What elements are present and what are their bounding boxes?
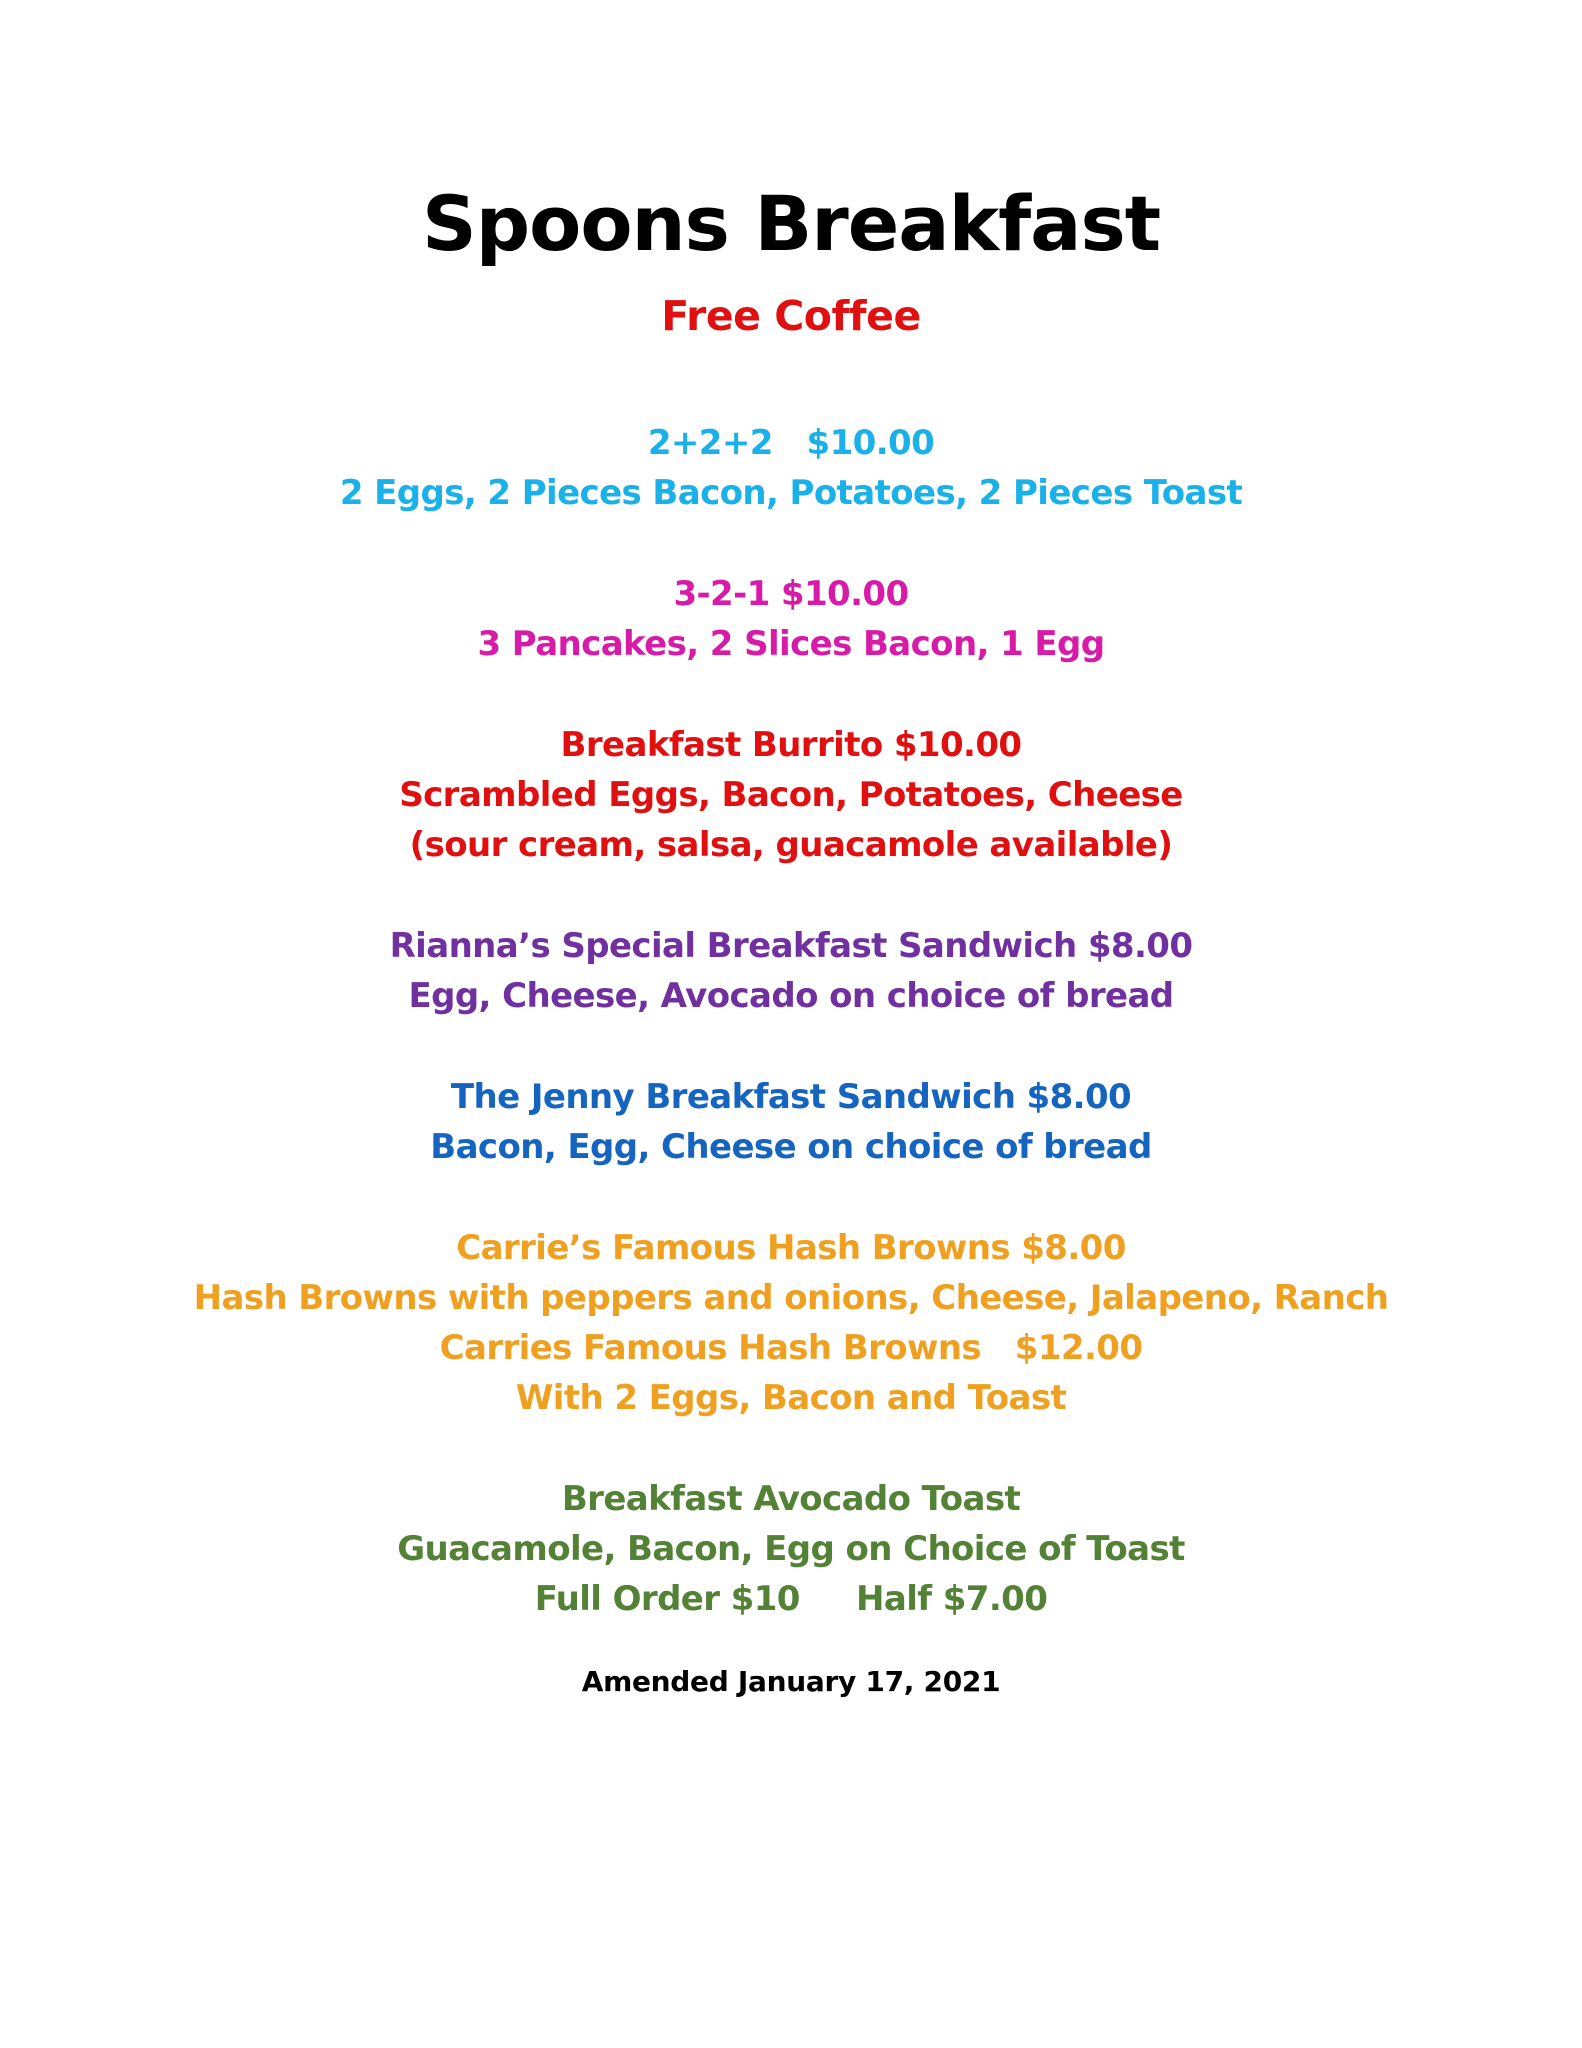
item-321-heading: 3-2-1 $10.00 (673, 574, 909, 614)
item-hashbrowns-description: Hash Browns with peppers and onions, Cheese, Jalapeno, Ranch (193, 1278, 1389, 1318)
amended-date: Amended January 17, 2021 (581, 1665, 1001, 1698)
item-rianna-description: Egg, Cheese, Avocado on choice of bread (408, 976, 1174, 1016)
free-coffee-note: Free Coffee (661, 292, 921, 340)
item-burrito-heading: Breakfast Burrito $10.00 (560, 725, 1022, 765)
item-avocado-description: Guacamole, Bacon, Egg on Choice of Toast (397, 1529, 1185, 1569)
menu-title: Spoons Breakfast (421, 179, 1161, 268)
item-avocado-prices: Full Order $10 Half $7.00 (534, 1579, 1048, 1619)
item-222-heading: 2+2+2 $10.00 (647, 423, 935, 463)
item-hashbrowns-combo-heading: Carries Famous Hash Browns $12.00 (439, 1328, 1143, 1368)
item-avocado-heading: Breakfast Avocado Toast (561, 1479, 1021, 1519)
item-hashbrowns-heading: Carrie’s Famous Hash Browns $8.00 (456, 1228, 1126, 1268)
item-hashbrowns-combo-description: With 2 Eggs, Bacon and Toast (515, 1378, 1067, 1418)
item-jenny-description: Bacon, Egg, Cheese on choice of bread (430, 1127, 1152, 1167)
item-burrito-extras: (sour cream, salsa, guacamole available) (409, 825, 1173, 865)
item-222-description: 2 Eggs, 2 Pieces Bacon, Potatoes, 2 Pieces Toast (339, 473, 1243, 513)
item-rianna-heading: Rianna’s Special Breakfast Sandwich $8.00 (389, 926, 1193, 966)
item-burrito-description: Scrambled Eggs, Bacon, Potatoes, Cheese (399, 775, 1183, 815)
item-321-description: 3 Pancakes, 2 Slices Bacon, 1 Egg (477, 624, 1105, 664)
item-jenny-heading: The Jenny Breakfast Sandwich $8.00 (450, 1077, 1132, 1117)
